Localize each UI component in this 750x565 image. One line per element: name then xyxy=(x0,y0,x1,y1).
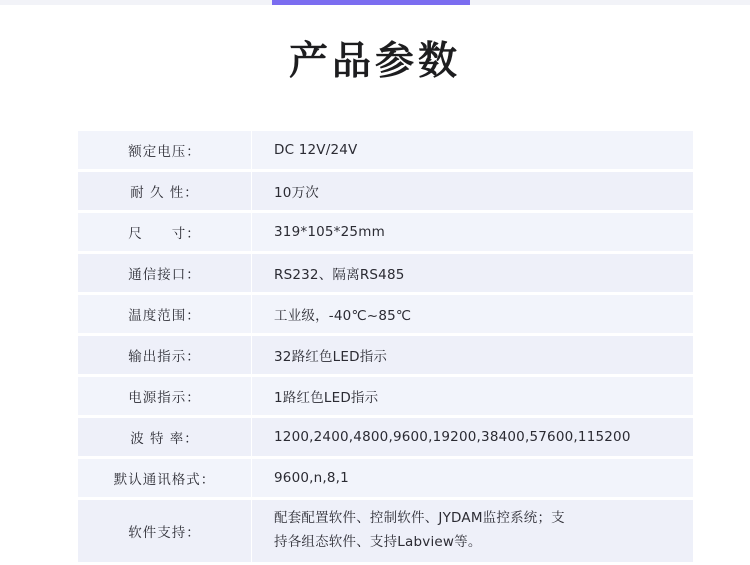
spec-value: RS232、隔离RS485 xyxy=(252,254,693,292)
spec-value: 9600,n,8,1 xyxy=(252,459,693,497)
spec-label: 波 特 率： xyxy=(78,418,252,456)
spec-value-line-1: 配套配置软件、控制软件、JYDAM监控系统；支 xyxy=(274,510,565,527)
top-accent-bar xyxy=(0,0,750,5)
specifications-table xyxy=(78,128,693,565)
table-row xyxy=(78,418,693,456)
table-row xyxy=(78,377,693,415)
spec-label: 耐 久 性： xyxy=(78,172,252,210)
table-row xyxy=(78,500,693,562)
top-accent-highlight xyxy=(272,0,470,5)
table-row xyxy=(78,336,693,374)
spec-value: 10万次 xyxy=(252,172,693,210)
spec-label: 尺 寸： xyxy=(78,213,252,251)
table-row xyxy=(78,172,693,210)
table-row xyxy=(78,131,693,169)
table-row xyxy=(78,459,693,497)
table-row xyxy=(78,295,693,333)
spec-value: 1路红色LED指示 xyxy=(252,377,693,415)
spec-label: 默认通讯格式： xyxy=(78,459,252,497)
spec-value: 工业级，-40℃~85℃ xyxy=(252,295,693,333)
spec-value: 32路红色LED指示 xyxy=(252,336,693,374)
spec-value: 1200,2400,4800,9600,19200,38400,57600,115200 xyxy=(252,418,693,456)
spec-value xyxy=(252,500,693,562)
spec-value: DC 12V/24V xyxy=(252,131,693,169)
spec-label: 软件支持： xyxy=(78,500,252,562)
spec-value: 319*105*25mm xyxy=(252,213,693,251)
spec-label: 电源指示： xyxy=(78,377,252,415)
spec-label: 温度范围： xyxy=(78,295,252,333)
spec-value-line-2: 持各组态软件、支持Labview等。 xyxy=(274,534,482,550)
spec-label: 通信接口： xyxy=(78,254,252,292)
table-row xyxy=(78,254,693,292)
table-row xyxy=(78,213,693,251)
page-title: 产品参数 xyxy=(288,39,461,84)
spec-label: 额定电压： xyxy=(78,131,252,169)
spec-label: 输出指示： xyxy=(78,336,252,374)
